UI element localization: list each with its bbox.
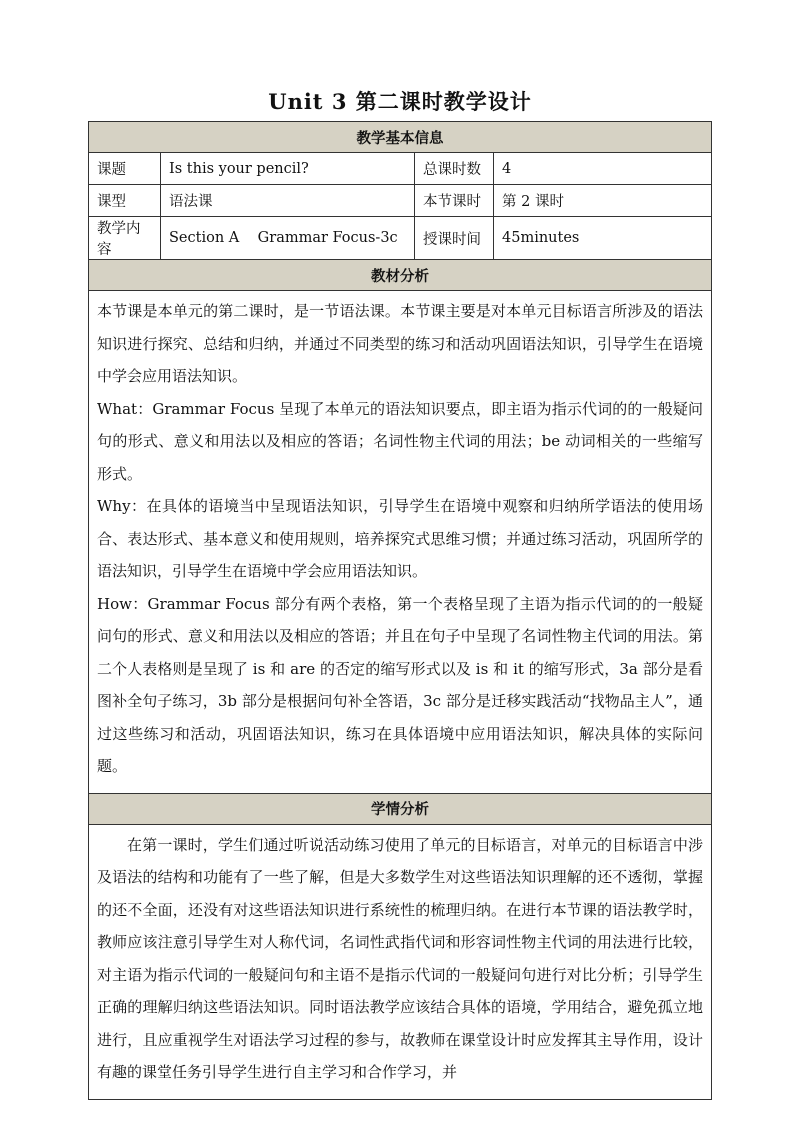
table-row xyxy=(89,185,712,217)
lesson-type-label: 课型 xyxy=(89,185,161,217)
topic-label: 课题 xyxy=(89,153,161,185)
lesson-plan-table xyxy=(88,121,712,1100)
duration-value: 45minutes xyxy=(494,217,712,260)
duration-label: 授课时间 xyxy=(415,217,494,260)
current-period-label: 本节课时 xyxy=(415,185,494,217)
topic-value: Is this your pencil? xyxy=(161,153,415,185)
material-analysis-body xyxy=(89,291,712,794)
lesson-type-value: 语法课 xyxy=(161,185,415,217)
learner-paragraph: 在第一课时，学生们通过听说活动练习使用了单元的目标语言，对单元的目标语言中涉及语法的结构和功能有了一些了解，但是大多数学生对这些语法知识理解的还不透彻，掌握的还不全面，还没有对这些语法知识进行系统性的梳理归纳。在进行本节课的语法教学时，教师应该注意引导学生对人称代词，名词性武指代词和形容词性物主代词的用法进行比较，对主语为指示代词的一般疑问句和主语不是指示代词的一般疑问句进行对比分析；引导学生正确的理解归纳这些语法知识。同时语法教学应该结合具体的语境，学用结合，避免孤立地进行，且应重视学生对语法学习过程的参与，故教师在课堂设计时应发挥其主导作用，设计有趣的课堂任务引导学生进行自主学习和合作学习，并 xyxy=(97,835,703,1081)
current-period-value: 第 2 课时 xyxy=(494,185,712,217)
content-value: Section A Grammar Focus-3c xyxy=(161,217,415,260)
learner-analysis-body xyxy=(89,824,712,1099)
content-label: 教学内容 xyxy=(89,217,161,260)
material-paragraph-why: Why：在具体的语境当中呈现语法知识，引导学生在语境中观察和归纳所学语法的使用场合、表达形式、基本意义和使用规则，培养探究式思维习惯；并通过练习活动，巩固所学的语法知识，引导学生在语境中学会应用语法知识。 xyxy=(97,497,703,580)
learner-analysis-header: 学情分析 xyxy=(89,793,712,824)
table-row xyxy=(89,217,712,260)
basic-info-header: 教学基本信息 xyxy=(89,122,712,153)
document-title: Unit 3 第二课时教学设计 xyxy=(268,89,532,114)
material-analysis-header: 教材分析 xyxy=(89,260,712,291)
material-paragraph-intro: 本节课是本单元的第二课时，是一节语法课。本节课主要是对本单元目标语言所涉及的语法知识进行探究、总结和归纳，并通过不同类型的练习和活动巩固语法知识，引导学生在语境中学会应用语法知识。 xyxy=(97,302,703,385)
table-row xyxy=(89,153,712,185)
material-paragraph-what: What：Grammar Focus 呈现了本单元的语法知识要点，即主语为指示代词的的一般疑问句的形式、意义和用法以及相应的答语；名词性物主代词的用法；be 动词相关的一些缩写形式。 xyxy=(97,399,703,483)
total-periods-label: 总课时数 xyxy=(415,153,494,185)
material-paragraph-how: How：Grammar Focus 部分有两个表格，第一个表格呈现了主语为指示代词的的一般疑问句的形式、意义和用法以及相应的答语；并且在句子中呈现了名词性物主代词的用法。第二个人表格则是呈现了 is 和 are 的否定的缩写形式以及 is 和 it 的缩写形式，3a 部分是看图补全句子练习，3b 部分是根据问句补全答语，3c 部分是迁移实践活动“找物品主人”，通过这些练习和活动，巩固语法知识，练习在具体语境中应用语法知识，解决具体的实际问题。 xyxy=(97,594,703,775)
total-periods-value: 4 xyxy=(494,153,712,185)
